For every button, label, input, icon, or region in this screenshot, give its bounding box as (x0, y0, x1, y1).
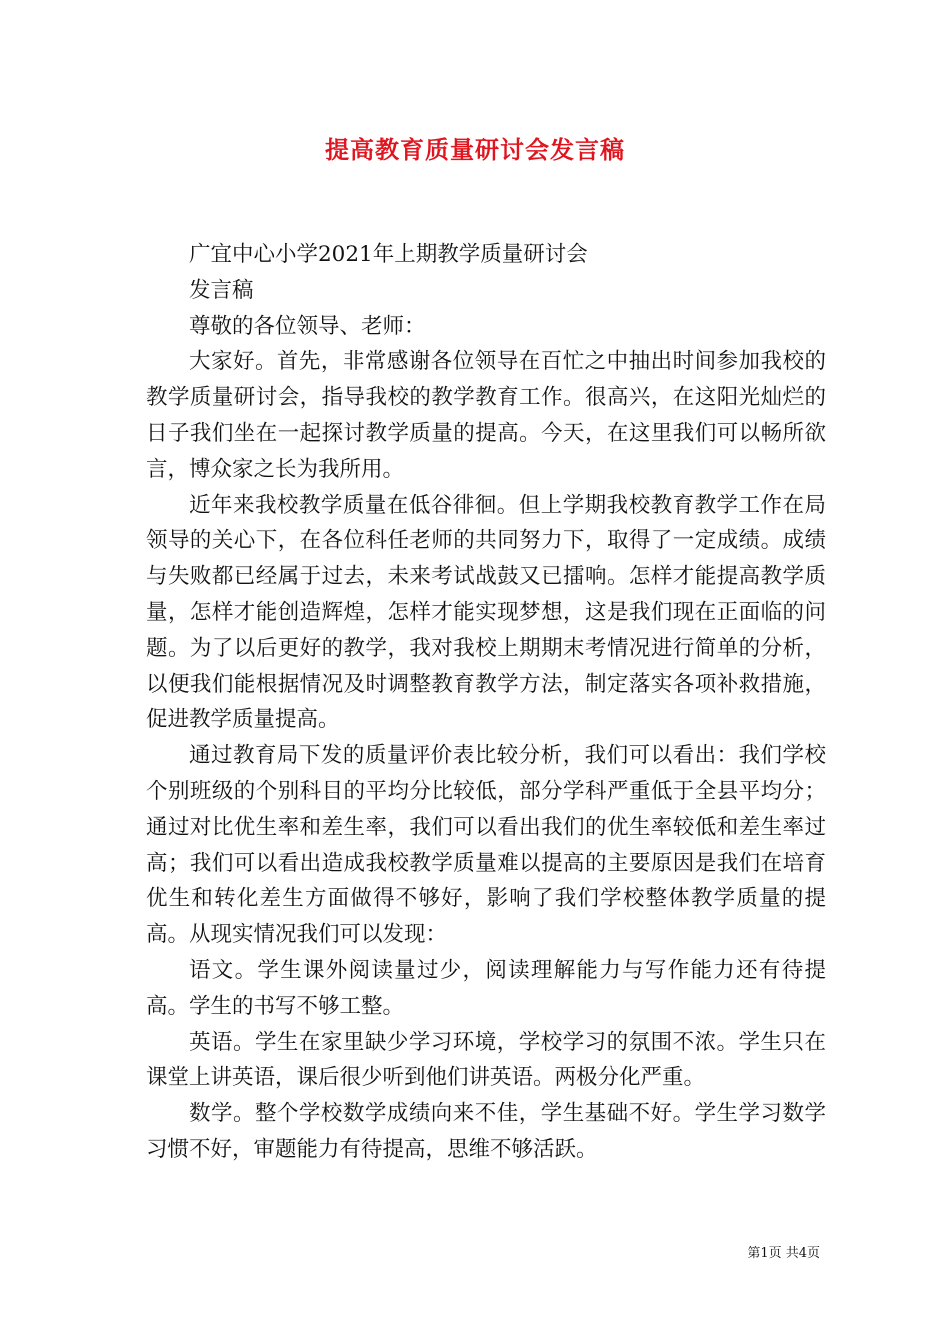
page-number-footer: 第1页 共4页 (747, 1246, 820, 1261)
paragraph-math: 数学。整个学校数学成绩向来不佳，学生基础不好。学生学习数学习惯不好，审题能力有待提高，思维不够活跃。 (146, 1101, 826, 1162)
paragraph-school-heading: 广宜中心小学2021年上期教学质量研讨会 (189, 242, 588, 267)
paragraph-background: 近年来我校教学质量在低谷徘徊。但上学期我校教育教学工作在局领导的关心下，在各位科任老师的共同努力下，取得了一定成绩。成绩与失败都已经属于过去，未来考试战鼓又已擂响。怎样才能提高教学质量，怎样才能创造辉煌，怎样才能实现梦想，这是我们现在正面临的问题。为了以后更好的教学，我对我校上期期末考情况进行简单的分析，以便我们能根据情况及时调整教育教学方法，制定落实各项补救措施，促进教学质量提高。 (146, 492, 826, 733)
paragraph-chinese: 语文。学生课外阅读量过少，阅读理解能力与写作能力还有待提高。学生的书写不够工整。 (146, 957, 826, 1019)
paragraph-english: 英语。学生在家里缺少学习环境，学校学习的氛围不浓。学生只在课堂上讲英语，课后很少听到他们讲英语。两极分化严重。 (146, 1029, 826, 1091)
document-title: 提高教育质量研讨会发言稿 (325, 135, 625, 164)
paragraph-greeting: 大家好。首先，非常感谢各位领导在百忙之中抽出时间参加我校的教学质量研讨会，指导我校的教学教育工作。很高兴，在这阳光灿烂的日子我们坐在一起探讨教学质量的提高。今天，在这里我们可以畅所欲言，博众家之长为我所用。 (146, 349, 826, 482)
document-body (146, 237, 826, 1168)
paragraph-salutation: 尊敬的各位领导、老师： (189, 313, 426, 339)
paragraph-speech-label: 发言稿 (189, 277, 254, 303)
paragraph-analysis: 通过教育局下发的质量评价表比较分析，我们可以看出：我们学校个别班级的个别科目的平均分比较低，部分学科严重低于全县平均分；通过对比优生率和差生率，我们可以看出我们的优生率较低和差生率过高；我们可以看出造成我校教学质量难以提高的主要原因是我们在培育优生和转化差生方面做得不够好，影响了我们学校整体教学质量的提高。从现实情况我们可以发现： (146, 743, 826, 948)
